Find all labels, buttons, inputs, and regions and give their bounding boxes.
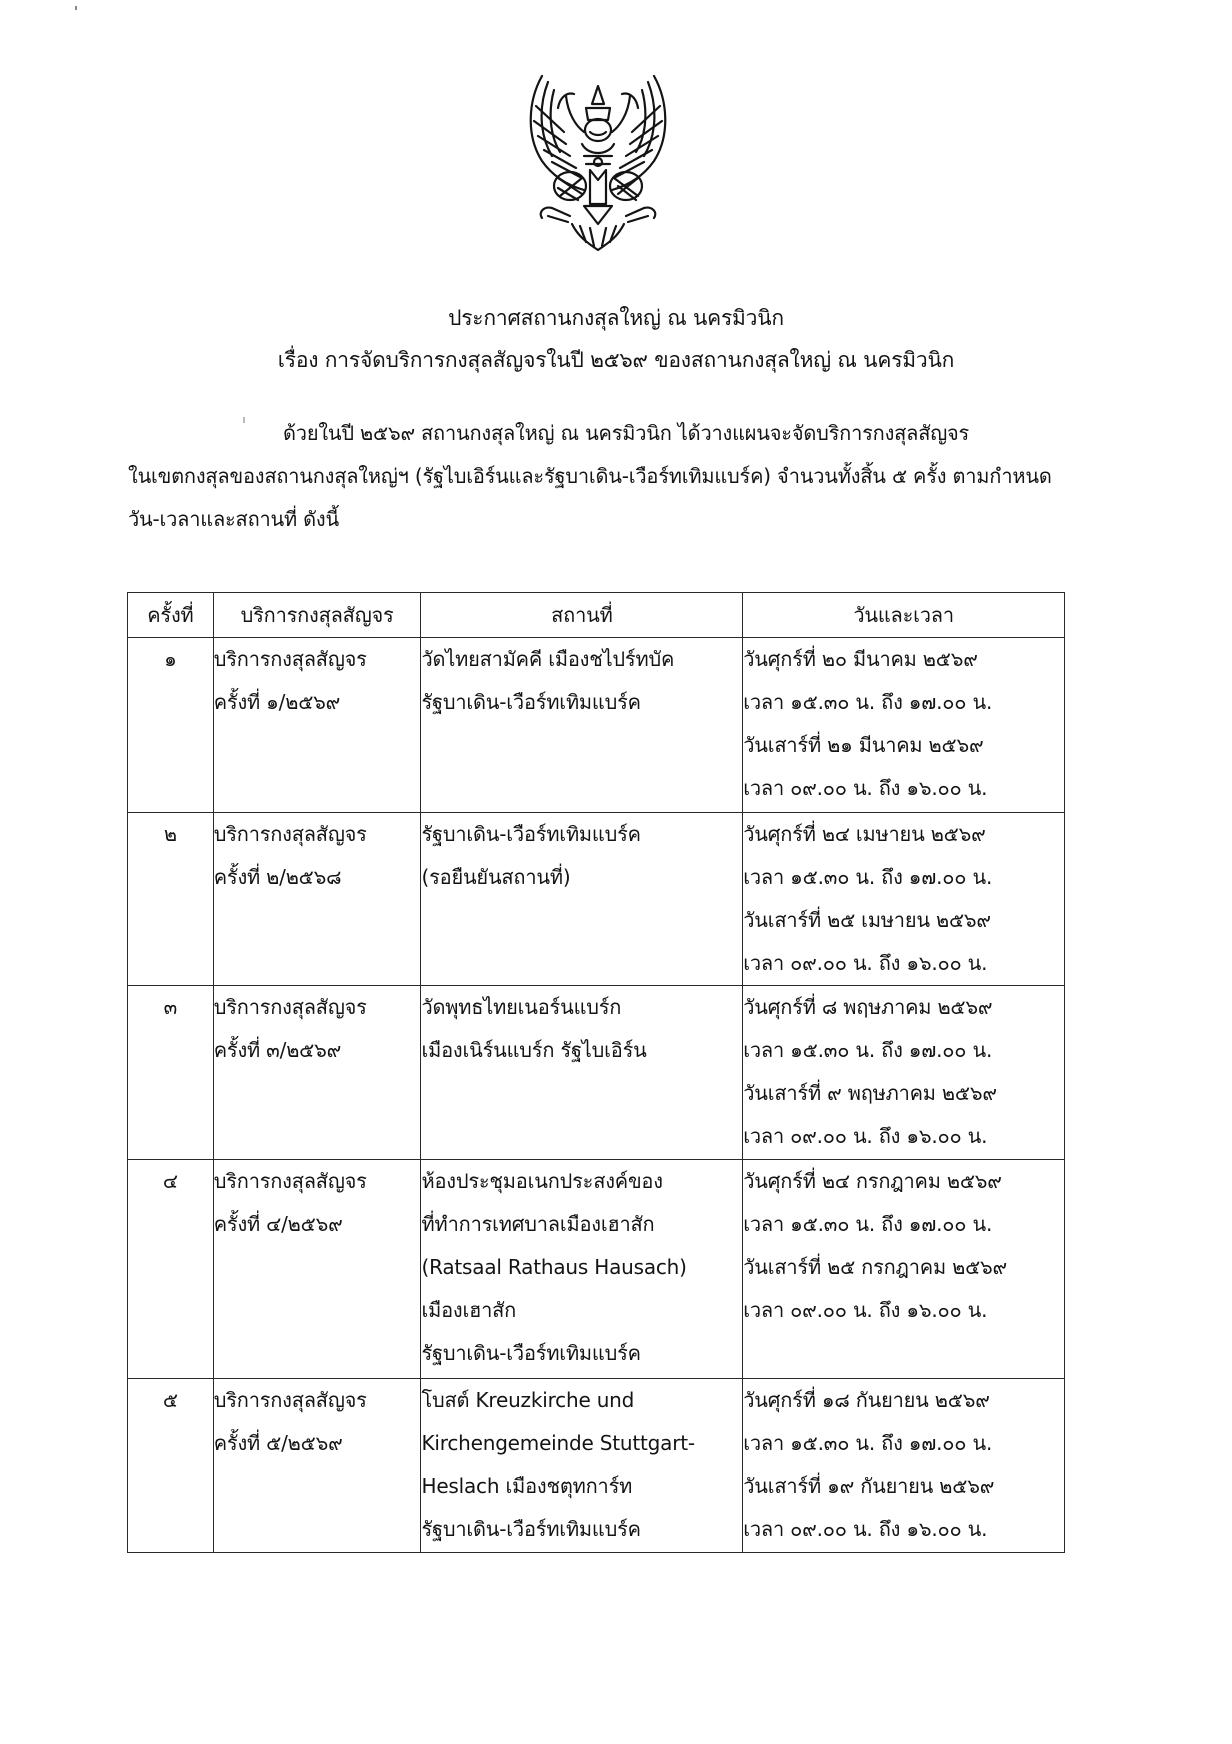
datetime-line: เวลา ๑๕.๓๐ น. ถึง ๑๗.๐๐ น. xyxy=(743,1431,993,1455)
datetime-line: วันเสาร์ที่ ๒๕ กรกฎาคม ๒๕๖๙ xyxy=(743,1255,1007,1279)
schedule-table xyxy=(127,592,1065,1553)
row-number: ๒ xyxy=(163,822,177,846)
row-number: ๔ xyxy=(162,1169,178,1193)
service-cell xyxy=(213,1379,421,1553)
datetime-line: วันศุกร์ที่ ๒๔ กรกฎาคม ๒๕๖๙ xyxy=(743,1169,1002,1193)
datetime-cell xyxy=(743,638,1065,813)
place-line: วัดพุทธไทยเนอร์นแบร์ก xyxy=(421,995,622,1019)
place-line: วัดไทยสามัคคี เมืองชไปร์ทบัค xyxy=(421,647,675,671)
table-row xyxy=(128,1160,1065,1379)
table-row xyxy=(128,1379,1065,1553)
body-paragraph-line-3: วัน-เวลาและสถานที่ ดังนี้ xyxy=(128,507,339,531)
service-line: ครั้งที่ ๔/๒๕๖๙ xyxy=(213,1212,343,1236)
datetime-cell xyxy=(743,1379,1065,1553)
datetime-cell xyxy=(743,986,1065,1160)
place-cell xyxy=(421,986,743,1160)
place-line: (รอยืนยันสถานที่) xyxy=(421,865,571,889)
scan-speck xyxy=(75,6,77,10)
datetime-line: วันเสาร์ที่ ๒๑ มีนาคม ๒๕๖๙ xyxy=(743,733,984,757)
place-cell xyxy=(421,1379,743,1553)
column-header-number: ครั้งที่ xyxy=(128,593,214,638)
service-line: บริการกงสุลสัญจร xyxy=(213,822,367,846)
place-cell xyxy=(421,813,743,986)
table-row xyxy=(128,638,1065,813)
datetime-line: เวลา ๑๕.๓๐ น. ถึง ๑๗.๐๐ น. xyxy=(743,865,993,889)
place-line: รัฐบาเดิน-เวือร์ทเทิมแบร์ค xyxy=(421,822,641,846)
table-row xyxy=(128,986,1065,1160)
service-cell xyxy=(213,986,421,1160)
place-cell xyxy=(421,638,743,813)
datetime-line: เวลา ๑๕.๓๐ น. ถึง ๑๗.๐๐ น. xyxy=(743,1212,993,1236)
column-header-datetime: วันและเวลา xyxy=(743,593,1065,638)
service-line: ครั้งที่ ๑/๒๕๖๙ xyxy=(213,690,341,714)
row-number-cell xyxy=(128,1160,214,1379)
datetime-line: วันเสาร์ที่ ๑๙ กันยายน ๒๕๖๙ xyxy=(743,1474,995,1498)
datetime-cell xyxy=(743,813,1065,986)
row-number-cell xyxy=(128,986,214,1160)
place-line: (Ratsaal Rathaus Hausach) xyxy=(421,1255,687,1279)
datetime-line: วันศุกร์ที่ ๒๐ มีนาคม ๒๕๖๙ xyxy=(743,647,978,671)
datetime-line: วันเสาร์ที่ ๒๕ เมษายน ๒๕๖๙ xyxy=(743,908,991,932)
announcement-subject: เรื่อง การจัดบริการกงสุลสัญจรในปี ๒๕๖๙ ของสถานกงสุลใหญ่ ณ นครมิวนิก xyxy=(277,348,955,372)
place-line: เมืองเฮาสัก xyxy=(421,1298,517,1322)
place-line: โบสต์ Kreuzkirche und xyxy=(421,1388,635,1412)
service-line: ครั้งที่ ๒/๒๕๖๘ xyxy=(213,865,342,889)
row-number-cell xyxy=(128,813,214,986)
service-line: บริการกงสุลสัญจร xyxy=(213,647,367,671)
place-line: รัฐบาเดิน-เวือร์ทเทิมแบร์ค xyxy=(421,1517,641,1541)
datetime-line: วันศุกร์ที่ ๘ พฤษภาคม ๒๕๖๙ xyxy=(743,995,993,1019)
row-number: ๑ xyxy=(164,647,177,671)
row-number-cell xyxy=(128,1379,214,1553)
datetime-cell xyxy=(743,1160,1065,1379)
place-line: รัฐบาเดิน-เวือร์ทเทิมแบร์ค xyxy=(421,690,641,714)
datetime-line: เวลา ๐๙.๐๐ น. ถึง ๑๖.๐๐ น. xyxy=(743,776,988,800)
place-line: รัฐบาเดิน-เวือร์ทเทิมแบร์ค xyxy=(421,1341,641,1365)
place-line: ที่ทำการเทศบาลเมืองเฮาสัก xyxy=(421,1212,655,1236)
service-line: ครั้งที่ ๓/๒๕๖๙ xyxy=(213,1038,342,1062)
row-number: ๓ xyxy=(163,995,178,1019)
datetime-line: เวลา ๐๙.๐๐ น. ถึง ๑๖.๐๐ น. xyxy=(743,1124,988,1148)
scan-speck xyxy=(243,417,245,423)
service-cell xyxy=(213,1160,421,1379)
datetime-line: เวลา ๑๕.๓๐ น. ถึง ๑๗.๐๐ น. xyxy=(743,690,993,714)
datetime-line: เวลา ๐๙.๐๐ น. ถึง ๑๖.๐๐ น. xyxy=(743,951,988,975)
service-cell xyxy=(213,638,421,813)
body-paragraph-line-2: ในเขตกงสุลของสถานกงสุลใหญ่ฯ (รัฐไบเอิร์นและรัฐบาเดิน-เวือร์ทเทิมแบร์ค) จำนวนทั้งสิ้น ๕ ครั้ง ตามกำหนด xyxy=(128,464,1052,488)
datetime-line: วันศุกร์ที่ ๑๘ กันยายน ๒๕๖๙ xyxy=(743,1388,990,1412)
garuda-emblem-icon xyxy=(512,66,684,256)
table-row xyxy=(128,813,1065,986)
service-cell xyxy=(213,813,421,986)
service-line: ครั้งที่ ๕/๒๕๖๙ xyxy=(213,1431,343,1455)
datetime-line: วันเสาร์ที่ ๙ พฤษภาคม ๒๕๖๙ xyxy=(743,1081,997,1105)
table-header-row xyxy=(128,593,1065,638)
row-number-cell xyxy=(128,638,214,813)
datetime-line: เวลา ๑๕.๓๐ น. ถึง ๑๗.๐๐ น. xyxy=(743,1038,993,1062)
column-header-place: สถานที่ xyxy=(421,593,743,638)
announcement-title: ประกาศสถานกงสุลใหญ่ ณ นครมิวนิก xyxy=(448,306,784,330)
body-paragraph-line-1: ด้วยในปี ๒๕๖๙ สถานกงสุลใหญ่ ณ นครมิวนิก ได้วางแผนจะจัดบริการกงสุลสัญจร xyxy=(283,421,970,445)
service-line: บริการกงสุลสัญจร xyxy=(213,995,367,1019)
datetime-line: เวลา ๐๙.๐๐ น. ถึง ๑๖.๐๐ น. xyxy=(743,1298,988,1322)
column-header-service: บริการกงสุลสัญจร xyxy=(213,593,421,638)
place-line: Kirchengemeinde Stuttgart- xyxy=(421,1431,695,1455)
place-cell xyxy=(421,1160,743,1379)
service-line: บริการกงสุลสัญจร xyxy=(213,1388,367,1412)
datetime-line: เวลา ๐๙.๐๐ น. ถึง ๑๖.๐๐ น. xyxy=(743,1517,988,1541)
place-line: Heslach เมืองชตุทการ์ท xyxy=(421,1474,633,1498)
service-line: บริการกงสุลสัญจร xyxy=(213,1169,367,1193)
place-line: เมืองเนิร์นแบร์ก รัฐไบเอิร์น xyxy=(421,1038,647,1062)
datetime-line: วันศุกร์ที่ ๒๔ เมษายน ๒๕๖๙ xyxy=(743,822,986,846)
row-number: ๕ xyxy=(162,1388,178,1412)
place-line: ห้องประชุมอเนกประสงค์ของ xyxy=(421,1169,663,1193)
